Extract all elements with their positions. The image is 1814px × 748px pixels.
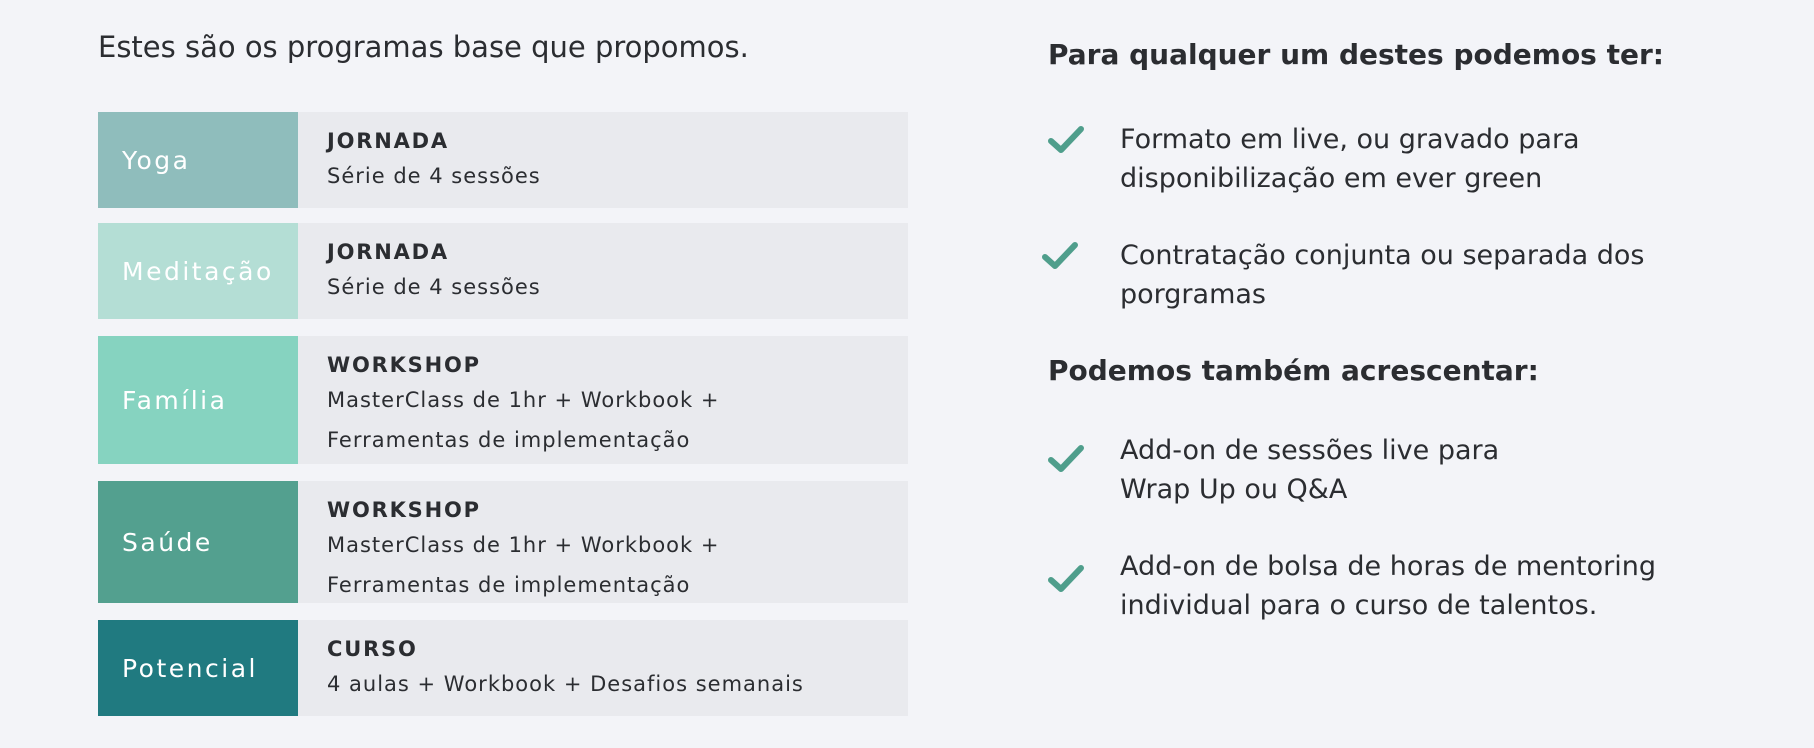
program-name: Yoga <box>98 112 298 208</box>
program-row-potencial <box>98 620 908 716</box>
program-kind: CURSO <box>327 637 418 661</box>
program-name: Potencial <box>98 620 298 716</box>
program-name: Saúde <box>98 481 298 603</box>
option-text-line: porgramas <box>1120 279 1266 310</box>
program-description: Ferramentas de implementação <box>327 573 691 597</box>
program-row-meditacao <box>98 223 908 319</box>
addon-text-line: individual para o curso de talentos. <box>1120 590 1598 621</box>
addon-text-line: Add-on de sessões live para <box>1120 435 1500 466</box>
program-kind: WORKSHOP <box>327 498 481 522</box>
program-info <box>298 223 908 319</box>
addon-item <box>1048 547 1788 627</box>
addon-text-line: Add-on de bolsa de horas de mentoring <box>1120 551 1656 582</box>
program-kind: JORNADA <box>327 240 449 264</box>
addons-heading: Podemos também acrescentar: <box>1048 354 1539 387</box>
program-row-saude <box>98 481 908 603</box>
program-description: Série de 4 sessões <box>327 275 541 299</box>
check-icon <box>1048 126 1084 154</box>
program-name: Família <box>98 336 298 464</box>
program-info <box>298 112 908 208</box>
program-info <box>298 336 908 464</box>
program-description: MasterClass de 1hr + Workbook + <box>327 388 720 412</box>
program-info <box>298 620 908 716</box>
addon-text <box>1120 547 1656 625</box>
program-row-familia <box>98 336 908 464</box>
option-item <box>1048 236 1788 316</box>
options-heading: Para qualquer um destes podemos ter: <box>1048 38 1664 71</box>
program-description: 4 aulas + Workbook + Desafios semanais <box>327 672 804 696</box>
program-info <box>298 481 908 603</box>
addon-item <box>1048 431 1788 511</box>
intro-text: Estes são os programas base que propomos. <box>98 30 749 64</box>
check-icon <box>1048 565 1084 593</box>
program-name: Meditação <box>98 223 298 319</box>
program-description: MasterClass de 1hr + Workbook + <box>327 533 720 557</box>
program-row-yoga <box>98 112 908 208</box>
option-text <box>1120 236 1644 314</box>
addon-text <box>1120 431 1499 509</box>
program-kind: WORKSHOP <box>327 353 481 377</box>
option-text-line: disponibilização em ever green <box>1120 163 1543 194</box>
option-text-line: Formato em live, ou gravado para <box>1120 124 1580 155</box>
check-icon <box>1042 242 1078 270</box>
option-item <box>1048 120 1788 200</box>
program-description: Série de 4 sessões <box>327 164 541 188</box>
program-description: Ferramentas de implementação <box>327 428 691 452</box>
option-text <box>1120 120 1580 198</box>
option-text-line: Contratação conjunta ou separada dos <box>1120 240 1645 271</box>
addon-text-line: Wrap Up ou Q&A <box>1120 474 1348 505</box>
program-kind: JORNADA <box>327 129 449 153</box>
check-icon <box>1048 445 1084 473</box>
